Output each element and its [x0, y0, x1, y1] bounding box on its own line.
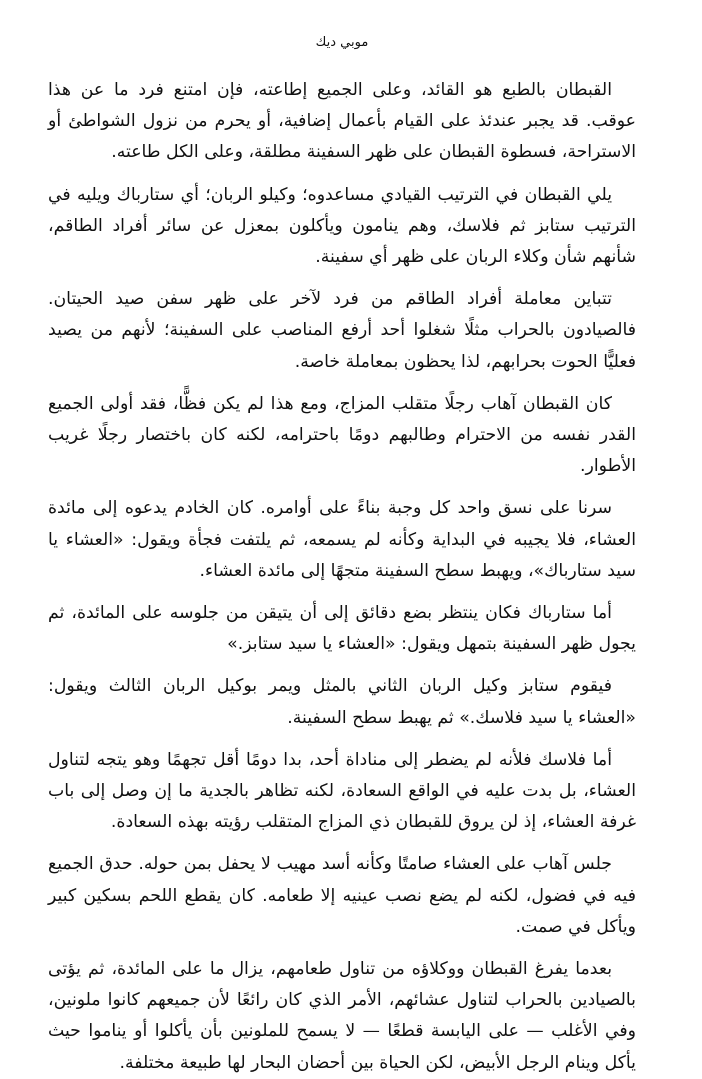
- paragraph: القبطان بالطبع هو القائد، وعلى الجميع إطاعته، فإن امتنع فرد ما عن هذا عوقب. قد يجبر عندئذ على القيام بأعمال إضافية، أو يحرم من نزول الشواطئ أو الاستراحة، فسطوة القبطان على ظهر السفينة مطلقة، وعلى الكل طاعته.: [48, 80, 636, 163]
- paragraph: سرنا على نسق واحد كل وجبة بناءً على أوامره. كان الخادم يدعوه إلى مائدة العشاء، فلا يجيبه في البداية وكأنه لم يسمعه، ثم يلتفت فجأة ويقول: «العشاء يا سيد ستارباك»، ويهبط سطح السفينة متجهًا إلى مائدة العشاء.: [48, 498, 636, 581]
- paragraph: فيقوم ستابز وكيل الربان الثاني بالمثل ويمر بوكيل الربان الثالث ويقول: «العشاء يا سيد فلاسك.» ثم يهبط سطح السفينة.: [48, 676, 636, 728]
- paragraph: بعدما يفرغ القبطان ووكلاؤه من تناول طعامهم، يزال ما على المائدة، ثم يؤتى بالصيادين بالحراب لتناول عشائهم، الأمر الذي كان رائعًا لأن جميعهم كانوا ملونين، وفي الأغلب — على اليابسة قطعًا — لا يسمح للملونين بأن يأكلوا أو يناموا حيث يأكل وينام الرجل الأبيض، لكن الحياة بين أحضان البحار لها طبيعة مختلفة.: [48, 959, 636, 1073]
- paragraph: كان القبطان آهاب رجلًا متقلب المزاج، ومع هذا لم يكن فظًّا، فقد أولى الجميع القدر نفسه من الاحترام وطالبهم دومًا باحترامه، لكنه كان باختصار رجلًا غريب الأطوار.: [48, 393, 636, 477]
- paragraph: جلس آهاب على العشاء صامتًا وكأنه أسد مهيب لا يحفل بمن حوله. حدق الجميع فيه في فضول، لكنه لم يضع نصب عينيه إلا طعامه. كان يقطع اللحم بسكين كبير ويأكل في صمت.: [48, 854, 636, 937]
- body-text: [48, 75, 636, 1079]
- running-header: موبي ديك: [315, 35, 369, 50]
- paragraph: يلي القبطان في الترتيب القيادي مساعدوه؛ وكيلو الربان؛ أي ستارباك ويليه في الترتيب ستابز ثم فلاسك، وهم ينامون ويأكلون بمعزل عن سائر أفراد الطاقم، شأنهم شأن وكلاء الربان على ظهر أي سفينة.: [48, 184, 636, 268]
- paragraph: أما فلاسك فلأنه لم يضطر إلى مناداة أحد، بدا دومًا أقل تجهمًا وهو يتجه لتناول العشاء، بل بدت عليه في الواقع السعادة، لكنه تظاهر بالجدية ما إن وصل إلى باب غرفة العشاء، إذ لن يروق للقبطان ذي المزاج المتقلب رؤيته بهذه السعادة.: [48, 749, 636, 833]
- paragraph: أما ستارباك فكان ينتظر بضع دقائق إلى أن يتيقن من جلوسه على المائدة، ثم يجول ظهر السفينة بتمهل ويقول: «العشاء يا سيد ستابز.»: [48, 603, 636, 655]
- paragraph: تتباين معاملة أفراد الطاقم من فرد لآخر على ظهر سفن صيد الحيتان. فالصيادون بالحراب مثلًا شغلوا أحد أرفع المناصب على السفينة؛ لأنهم من يصيد فعليًّا الحوت بحرابهم، لذا يحظون بمعاملة خاصة.: [48, 289, 636, 372]
